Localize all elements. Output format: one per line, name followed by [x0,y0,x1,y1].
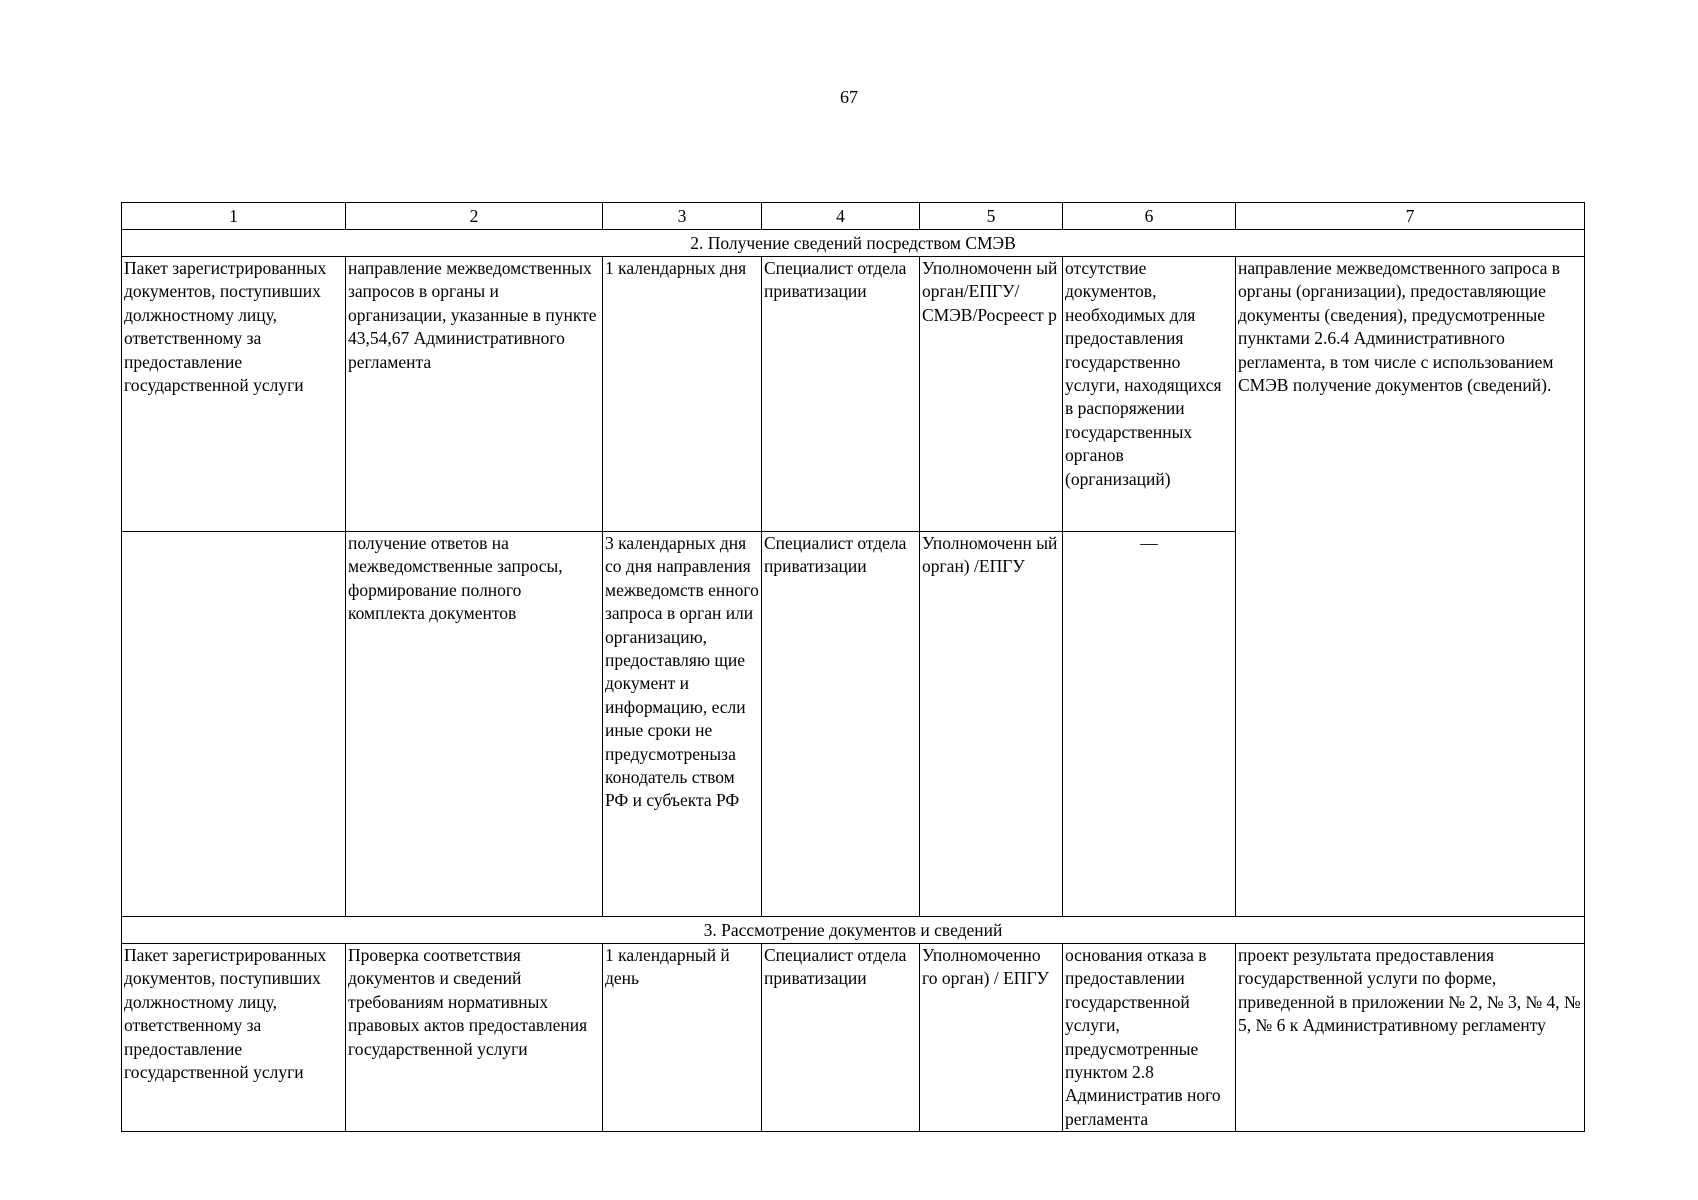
cell-input-documents: Пакет зарегистрированных документов, поступивших должностному лицу, ответственному за предоставление государственной услуги [122,257,346,532]
cell-action: получение ответов на межведомственные запросы, формирование полного комплекта документов [346,532,603,917]
cell-responsible: Специалист отдела приватизации [762,532,920,917]
cell-duration: 3 календарных дня со дня направления межведомств енного запроса в орган или организацию, предоставляю щие документ и информацию, если иные сроки не предусмотреныза конодатель ством РФ и субъекта РФ [603,532,762,917]
cell-place: Уполномоченно го орган) / ЕПГУ [920,944,1063,1132]
procedure-table [121,202,1585,1132]
cell-result: проект результата предоставления государственной услуги по форме, приведенной в приложении № 2, № 3, № 4, № 5, № 6 к Административному регламенту [1236,944,1585,1132]
header-cell-4: 4 [762,203,920,230]
header-cell-6: 6 [1063,203,1236,230]
header-cell-2: 2 [346,203,603,230]
header-row [122,203,1585,230]
cell-result: направление межведомственного запроса в органы (организации), предоставляющие документы (сведения), предусмотренные пунктами 2.6.4 Административного регламента, в том числе с использованием СМЭВ получение документов (сведений). [1236,257,1585,917]
header-cell-1: 1 [122,203,346,230]
cell-criteria: основания отказа в предоставлении государственной услуги, предусмотренные пунктом 2.8 Административ ного регламента [1063,944,1236,1132]
cell-responsible: Специалист отдела приватизации [762,257,920,532]
cell-duration: 1 календарный й день [603,944,762,1132]
cell-place: Уполномоченн ый орган) /ЕПГУ [920,532,1063,917]
section-title: 2. Получение сведений посредством СМЭВ [122,230,1585,257]
cell-place: Уполномоченн ый орган/ЕПГУ/ СМЭВ/Росреест р [920,257,1063,532]
cell-duration: 1 календарных дня [603,257,762,532]
page-number: 67 [840,87,858,107]
header-cell-3: 3 [603,203,762,230]
cell-criteria: — [1063,532,1236,917]
cell-action: Проверка соответствия документов и сведений требованиям нормативных правовых актов предоставления государственной услуги [346,944,603,1132]
cell-action: направление межведомственных запросов в органы и организации, указанные в пункте 43,54,67 Административного регламента [346,257,603,532]
cell-input-documents: Пакет зарегистрированных документов, поступивших должностному лицу, ответственному за предоставление государственной услуги [122,944,346,1132]
section-title: 3. Рассмотрение документов и сведений [122,917,1585,944]
cell-responsible: Специалист отдела приватизации [762,944,920,1132]
table-row [122,944,1585,1132]
header-cell-5: 5 [920,203,1063,230]
table-row [122,257,1585,532]
section-row [122,917,1585,944]
header-cell-7: 7 [1236,203,1585,230]
section-row [122,230,1585,257]
cell-input-documents [122,532,346,917]
cell-criteria: отсутствие документов, необходимых для предоставления государственно услуги, находящихся в распоряжении государственных органов (организаций) [1063,257,1236,532]
